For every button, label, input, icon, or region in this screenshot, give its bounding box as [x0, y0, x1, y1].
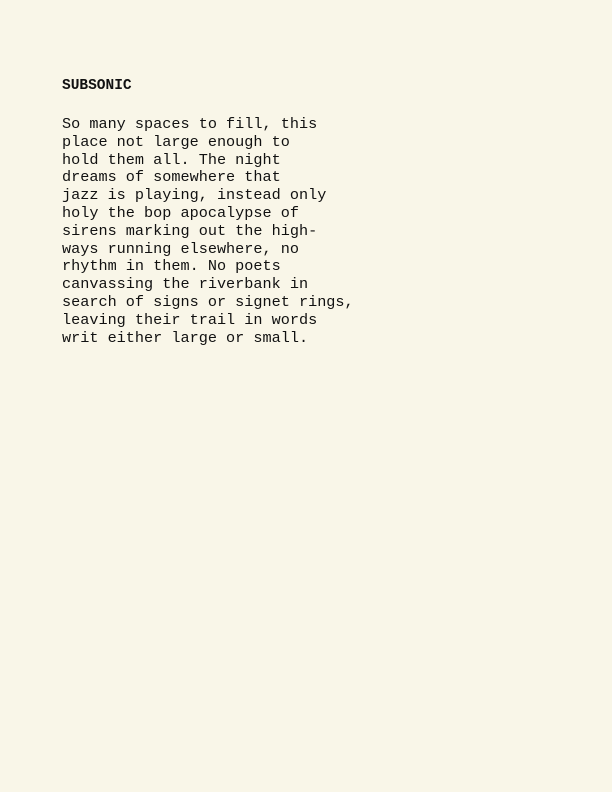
poem-line: jazz is playing, instead only [62, 186, 327, 205]
poem-line: hold them all. The night [62, 150, 281, 169]
poem-line: rhythm in them. No poets [62, 257, 281, 276]
poem-line: dreams of somewhere that [62, 168, 281, 187]
poem-title: SUBSONIC [62, 78, 132, 94]
poem-line: place not large enough to [62, 132, 290, 151]
poem-line: sirens marking out the high- [62, 221, 318, 240]
poem-line: canvassing the riverbank in [62, 275, 309, 294]
poem-line: leaving their trail in words [62, 310, 318, 329]
poem-line: search of signs or signet rings, [62, 292, 354, 311]
poem-line: holy the bop apocalypse of [62, 203, 299, 222]
poem-line: writ either large or small. [62, 328, 309, 347]
poem-line: ways running elsewhere, no [62, 239, 299, 258]
poem-line: So many spaces to fill, this [62, 115, 318, 133]
poem-body [62, 116, 354, 347]
